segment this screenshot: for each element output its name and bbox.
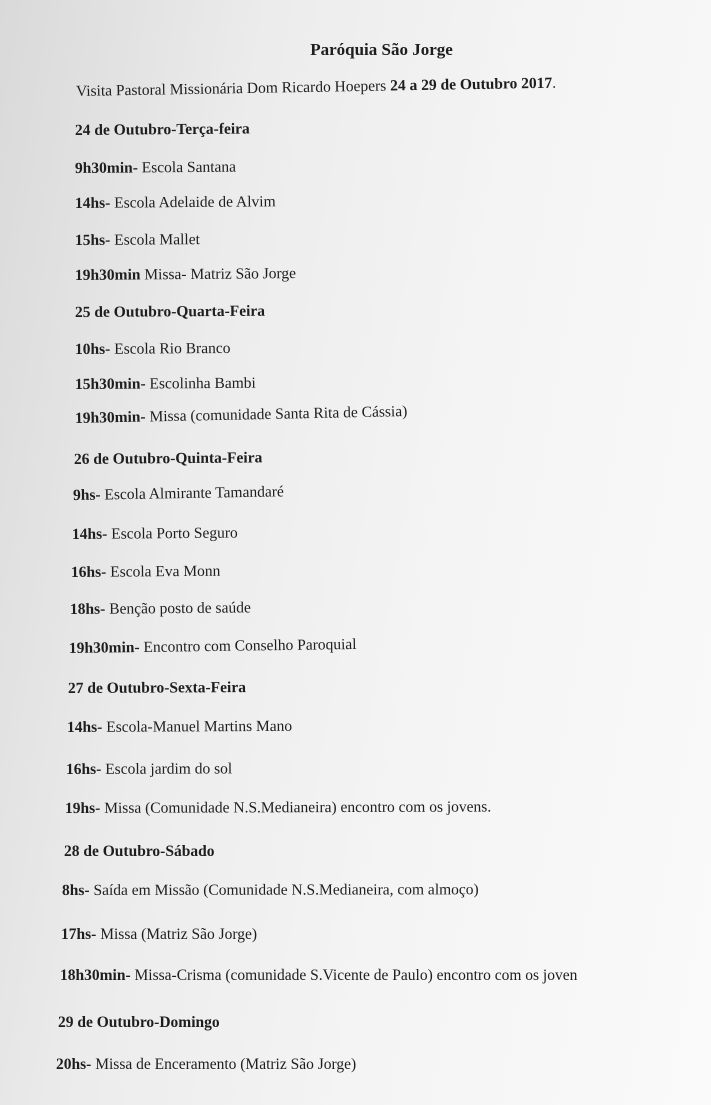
schedule-item: [75, 403, 408, 428]
item-time: 15hs-: [74, 231, 111, 249]
schedule-item: [69, 636, 357, 658]
item-time: 19h30min: [74, 266, 141, 284]
item-desc: Missa (Comunidade N.S.Medianeira) encontro com os jovens.: [100, 798, 492, 817]
page-title: Paróquia São Jorge: [310, 40, 453, 59]
item-time: 19h30min-: [74, 408, 146, 427]
subtitle-period: .: [552, 74, 557, 92]
item-time: 10hs-: [74, 340, 111, 358]
item-time: 19hs-: [64, 799, 101, 817]
item-desc: Escola Porto Seguro: [107, 524, 238, 543]
visit-subtitle: [76, 75, 556, 101]
item-desc: Escolinha Bambi: [145, 374, 256, 393]
item-desc: Missa (Matriz São Jorge): [96, 926, 258, 943]
item-desc: Escola Santana: [137, 158, 237, 177]
day-heading: 29 de Outubro-Domingo: [58, 1014, 220, 1031]
item-time: 19h30min-: [68, 639, 140, 657]
schedule-item: [75, 265, 296, 285]
schedule-item: [62, 881, 479, 900]
schedule-item: [61, 926, 257, 944]
schedule-item: [75, 375, 256, 394]
item-desc: Escola Mallet: [110, 231, 200, 249]
schedule-item: [73, 483, 284, 505]
item-desc: Encontro com Conselho Paroquial: [139, 635, 357, 657]
day-heading: 25 de Outubro-Quarta-Feira: [74, 302, 266, 321]
item-time: 15h30min-: [74, 375, 146, 393]
item-time: 17hs-: [61, 926, 97, 943]
schedule-item: [75, 159, 236, 178]
item-desc: Benção posto de saúde: [105, 599, 251, 618]
item-time: 16hs-: [65, 760, 102, 778]
item-time: 9hs-: [72, 486, 101, 504]
schedule-item: [56, 1056, 356, 1074]
schedule-item: [71, 563, 221, 582]
item-desc: Escola Rio Branco: [110, 339, 231, 358]
item-time: 16hs-: [70, 563, 107, 581]
item-time: 9h30min-: [74, 159, 138, 177]
schedule-item: [72, 525, 238, 544]
item-desc: Escola jardim do sol: [101, 760, 233, 778]
item-time: 20hs-: [56, 1056, 92, 1073]
item-desc: Escola Almirante Tamandaré: [100, 483, 284, 504]
item-desc: Missa- Matriz São Jorge: [140, 265, 297, 284]
item-desc: Escola-Manuel Martins Mano: [102, 717, 293, 736]
subtitle-text: Visita Pastoral Missionária Dom Ricardo Hoepers: [75, 77, 391, 100]
schedule-item: [75, 231, 200, 250]
item-time: 18hs-: [69, 600, 106, 618]
item-time: 8hs-: [61, 881, 90, 899]
schedule-item: [67, 718, 292, 737]
schedule-item: [70, 599, 251, 619]
day-heading: 24 de Outubro-Terça-feira: [74, 120, 250, 139]
schedule-item: [75, 340, 231, 359]
schedule-item: [66, 760, 232, 779]
item-desc: Escola Eva Monn: [106, 562, 221, 581]
item-desc: Missa (comunidade Santa Rita de Cássia): [145, 403, 408, 426]
item-time: 14hs-: [74, 194, 111, 212]
day-heading: 28 de Outubro-Sábado: [64, 843, 215, 860]
schedule-item: [65, 799, 491, 818]
item-time: 14hs-: [66, 718, 103, 736]
item-desc: Escola Adelaide de Alvim: [110, 193, 276, 212]
schedule-item: [75, 193, 276, 213]
item-time: 14hs-: [71, 525, 108, 543]
day-heading: 26 de Outubro-Quinta-Feira: [73, 449, 263, 468]
item-desc: Missa de Enceramento (Matriz São Jorge): [91, 1056, 357, 1073]
item-time: 18h30min-: [60, 967, 131, 984]
item-desc: Saída em Missão (Comunidade N.S.Medianeira, com almoço): [89, 881, 479, 899]
item-desc: Missa-Crisma (comunidade S.Vicente de Paulo) encontro com os joven: [130, 967, 578, 984]
day-heading: 27 de Outubro-Sexta-Feira: [67, 679, 246, 697]
subtitle-dates: 24 a 29 de Outubro 2017: [389, 74, 553, 95]
schedule-item: [60, 967, 577, 985]
